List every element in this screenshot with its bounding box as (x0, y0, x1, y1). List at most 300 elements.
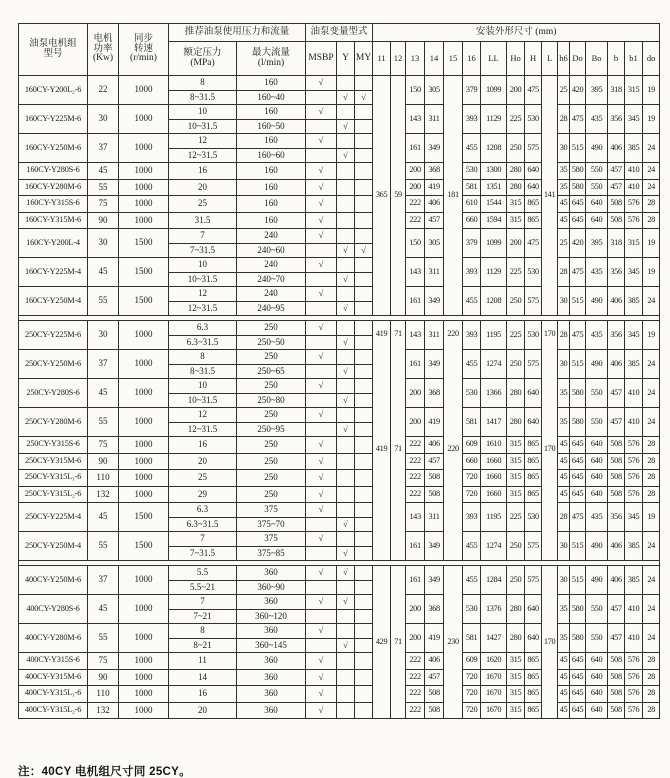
check-my-cell (355, 335, 373, 350)
check-msbp-cell (306, 609, 337, 624)
check-y-cell (337, 350, 355, 365)
dim-13-cell: 222 (406, 470, 425, 487)
dim-ll-cell: 1208 (481, 287, 507, 316)
dim-l-group-cell-value: 170 (543, 329, 556, 338)
check-msbp-cell (306, 580, 337, 595)
speed-cell: 1000 (119, 595, 169, 624)
dim-16-cell: 455 (463, 532, 481, 561)
dim-ho-cell: 315 (507, 702, 525, 719)
check-y-cell (337, 532, 355, 547)
check-y-cell (337, 287, 355, 302)
dim-ho-cell: 225 (507, 321, 525, 350)
speed-cell: 1000 (119, 653, 169, 670)
header-dim-do: do (643, 42, 660, 76)
dim-bo-cell: 490 (586, 134, 608, 163)
model-cell: 160CY-Y280S-6 (19, 163, 88, 180)
check-msbp-cell (306, 148, 337, 163)
header-dim-Do: Do (570, 42, 586, 76)
dim-ll-cell: 1099 (481, 76, 507, 105)
dim-bo-cell: 435 (586, 321, 608, 350)
dim-b-cell: 457 (608, 595, 625, 624)
check-my-cell (355, 669, 373, 686)
table-header (19, 24, 660, 76)
dim-do-cell: 24 (643, 566, 660, 595)
dim-11-group-cell-value: 419 (375, 444, 388, 454)
dim-14-cell: 311 (425, 321, 444, 350)
check-msbp-cell: √ (306, 566, 337, 581)
check-y-cell (337, 669, 355, 686)
dim-ho-cell: 250 (507, 566, 525, 595)
speed-cell: 1000 (119, 408, 169, 437)
pressure-cell: 7~31.5 (169, 243, 237, 258)
header-dim-b: b (608, 42, 625, 76)
dim-14-cell: 311 (425, 258, 444, 287)
check-y-cell: √ (337, 422, 355, 437)
dim-13-cell: 222 (406, 686, 425, 703)
dim-ll-cell: 1660 (481, 470, 507, 487)
table-row (19, 229, 660, 244)
check-y-cell (337, 437, 355, 454)
check-y-cell (337, 702, 355, 719)
check-y-cell (337, 105, 355, 120)
check-msbp-cell (306, 393, 337, 408)
pressure-cell: 6.3 (169, 321, 237, 336)
speed-cell: 1000 (119, 686, 169, 703)
check-msbp-cell (306, 301, 337, 316)
speed-cell: 1000 (119, 470, 169, 487)
dim-ho-cell: 315 (507, 669, 525, 686)
check-y-cell: √ (337, 119, 355, 134)
dim-h-cell: 575 (525, 350, 542, 379)
dim-ll-cell: 1376 (481, 595, 507, 624)
dim-h6-cell: 30 (558, 350, 570, 379)
flow-cell: 360 (237, 669, 306, 686)
pressure-cell: 5.5~21 (169, 580, 237, 595)
speed-cell: 1000 (119, 196, 169, 213)
model-cell: 250CY-Y225M-4 (19, 503, 88, 532)
speed-cell: 1000 (119, 566, 169, 595)
dim-ho-cell: 280 (507, 163, 525, 180)
header-max-flow: 最大流量 (l/min) (237, 42, 306, 76)
check-y-cell: √ (337, 90, 355, 105)
model-cell: 400CY-Y315M-6 (19, 669, 88, 686)
check-msbp-cell: √ (306, 532, 337, 547)
dim-12-group-cell-value: 71 (394, 444, 402, 454)
check-msbp-cell: √ (306, 470, 337, 487)
dim-ll-cell: 1427 (481, 624, 507, 653)
power-cell: 90 (88, 212, 119, 229)
table-row (19, 105, 660, 120)
dim-b1-cell: 576 (625, 212, 643, 229)
model-cell: 250CY-Y250M-4 (19, 532, 88, 561)
check-my-cell (355, 653, 373, 670)
check-my-cell (355, 609, 373, 624)
dim-14-cell: 349 (425, 566, 444, 595)
dim-h-cell: 865 (525, 437, 542, 454)
dim-b-cell: 406 (608, 532, 625, 561)
flow-cell: 250 (237, 321, 306, 336)
check-y-cell: √ (337, 301, 355, 316)
dim-bo-cell: 550 (586, 408, 608, 437)
dim-h6-cell: 45 (558, 212, 570, 229)
dim-do-cell: 28 (643, 453, 660, 470)
flow-cell: 160 (237, 179, 306, 196)
dim-b1-cell: 576 (625, 196, 643, 213)
check-y-cell (337, 580, 355, 595)
check-my-cell (355, 408, 373, 423)
dim-ll-cell: 1300 (481, 163, 507, 180)
dim-15-group-cell (444, 321, 463, 561)
dim-bo-cell: 395 (586, 229, 608, 258)
dim-ho-cell: 315 (507, 653, 525, 670)
dim-16-cell: 379 (463, 229, 481, 258)
check-msbp-cell: √ (306, 76, 337, 91)
dim-h-cell: 640 (525, 379, 542, 408)
dim-h6-cell: 35 (558, 379, 570, 408)
dim-b1-cell: 385 (625, 287, 643, 316)
flow-cell: 360 (237, 653, 306, 670)
dim-ll-cell: 1660 (481, 486, 507, 503)
speed-cell: 1000 (119, 134, 169, 163)
pressure-cell: 11 (169, 653, 237, 670)
dim-do-cell: 28 (643, 702, 660, 719)
dim-ho-cell: 200 (507, 229, 525, 258)
check-my-cell (355, 422, 373, 437)
pressure-cell: 6.3~31.5 (169, 517, 237, 532)
flow-cell: 375~85 (237, 546, 306, 561)
pressure-cell: 16 (169, 686, 237, 703)
check-my-cell (355, 453, 373, 470)
model-cell: 160CY-Y200L₂-6 (19, 76, 88, 105)
header-variant-msbp: MSBP (306, 42, 337, 76)
dim-do-flange-cell: 515 (570, 350, 586, 379)
check-y-cell (337, 179, 355, 196)
dim-do-flange-cell: 580 (570, 595, 586, 624)
model-cell: 250CY-Y280M-6 (19, 408, 88, 437)
dim-h-cell: 865 (525, 702, 542, 719)
dim-13-cell: 150 (406, 76, 425, 105)
dim-16-cell: 720 (463, 470, 481, 487)
flow-cell: 250 (237, 379, 306, 394)
dim-13-cell: 161 (406, 287, 425, 316)
dim-b1-cell: 385 (625, 566, 643, 595)
dim-13-cell: 222 (406, 669, 425, 686)
flow-cell: 360 (237, 686, 306, 703)
dim-b-cell: 356 (608, 258, 625, 287)
dim-l-group-cell (542, 321, 558, 561)
check-my-cell (355, 148, 373, 163)
dim-b-cell: 318 (608, 76, 625, 105)
dim-do-flange-cell: 645 (570, 653, 586, 670)
dim-do-cell: 24 (643, 408, 660, 437)
dim-do-cell: 28 (643, 486, 660, 503)
dim-b-cell: 508 (608, 669, 625, 686)
power-cell: 110 (88, 686, 119, 703)
dim-16-cell: 393 (463, 321, 481, 350)
dim-b-cell: 508 (608, 486, 625, 503)
model-cell: 160CY-Y225M-4 (19, 258, 88, 287)
dim-13-cell: 200 (406, 379, 425, 408)
dim-h6-cell: 30 (558, 134, 570, 163)
dim-b-cell: 457 (608, 624, 625, 653)
flow-cell: 360~120 (237, 609, 306, 624)
dim-13-cell: 222 (406, 486, 425, 503)
check-y-cell (337, 321, 355, 336)
dim-ll-cell: 1099 (481, 229, 507, 258)
dim-do-cell: 19 (643, 321, 660, 350)
dim-h6-cell: 35 (558, 408, 570, 437)
header-dim-13: 13 (406, 42, 425, 76)
pressure-cell: 25 (169, 196, 237, 213)
pressure-cell: 8 (169, 624, 237, 639)
dim-h6-cell: 45 (558, 486, 570, 503)
dim-16-cell: 581 (463, 624, 481, 653)
check-y-cell (337, 503, 355, 518)
check-y-cell (337, 163, 355, 180)
check-my-cell (355, 595, 373, 610)
check-msbp-cell: √ (306, 686, 337, 703)
dim-ll-cell: 1129 (481, 105, 507, 134)
dim-b-cell: 356 (608, 321, 625, 350)
check-y-cell (337, 624, 355, 639)
dim-ll-cell: 1610 (481, 437, 507, 454)
dim-11-group-cell-value: 419 (375, 329, 388, 338)
table-body (19, 76, 660, 719)
pressure-cell: 31.5 (169, 212, 237, 229)
flow-cell: 240 (237, 229, 306, 244)
speed-cell: 1500 (119, 287, 169, 316)
dim-13-cell: 161 (406, 350, 425, 379)
speed-cell: 1500 (119, 532, 169, 561)
dim-15-group-cell: 230 (444, 566, 463, 719)
dim-do-cell: 28 (643, 669, 660, 686)
dim-b1-cell: 576 (625, 669, 643, 686)
dim-h6-cell: 28 (558, 258, 570, 287)
dim-ll-cell: 1544 (481, 196, 507, 213)
dim-b-cell: 406 (608, 566, 625, 595)
dim-do-cell: 28 (643, 437, 660, 454)
check-y-cell (337, 229, 355, 244)
dim-h-cell: 865 (525, 669, 542, 686)
dim-h-cell: 865 (525, 686, 542, 703)
pressure-cell: 10 (169, 105, 237, 120)
check-my-cell (355, 364, 373, 379)
power-cell: 132 (88, 486, 119, 503)
dim-do-flange-cell: 645 (570, 196, 586, 213)
dim-b1-cell: 345 (625, 258, 643, 287)
check-msbp-cell: √ (306, 229, 337, 244)
dim-h6-cell: 35 (558, 595, 570, 624)
dim-b-cell: 457 (608, 163, 625, 180)
check-my-cell (355, 503, 373, 518)
check-my-cell (355, 532, 373, 547)
dim-14-cell: 508 (425, 686, 444, 703)
check-my-cell (355, 229, 373, 244)
dim-16-cell: 660 (463, 212, 481, 229)
flow-cell: 250~80 (237, 393, 306, 408)
dim-14-cell: 305 (425, 229, 444, 258)
dim-ho-cell: 315 (507, 470, 525, 487)
dim-ll-cell: 1274 (481, 350, 507, 379)
header-dim-Bo: Bo (586, 42, 608, 76)
check-y-cell: √ (337, 393, 355, 408)
dim-ll-cell: 1129 (481, 258, 507, 287)
table-row (19, 486, 660, 503)
flow-cell: 160 (237, 196, 306, 213)
dim-14-cell: 419 (425, 624, 444, 653)
speed-cell: 1000 (119, 163, 169, 180)
power-cell: 45 (88, 163, 119, 180)
flow-cell: 250 (237, 486, 306, 503)
flow-cell: 375~70 (237, 517, 306, 532)
flow-cell: 160~40 (237, 90, 306, 105)
dim-16-cell: 609 (463, 653, 481, 670)
flow-cell: 250 (237, 453, 306, 470)
dim-14-cell: 349 (425, 134, 444, 163)
dim-h-cell: 640 (525, 595, 542, 624)
dim-16-cell: 610 (463, 196, 481, 213)
dim-do-flange-cell: 580 (570, 624, 586, 653)
check-msbp-cell (306, 422, 337, 437)
pressure-cell: 7~21 (169, 609, 237, 624)
dim-do-flange-cell: 580 (570, 179, 586, 196)
dim-ho-cell: 280 (507, 595, 525, 624)
pressure-cell: 7 (169, 595, 237, 610)
pressure-cell: 10 (169, 258, 237, 273)
dim-do-cell: 24 (643, 379, 660, 408)
check-msbp-cell (306, 638, 337, 653)
power-cell: 110 (88, 470, 119, 487)
power-cell: 30 (88, 229, 119, 258)
dim-ho-cell: 250 (507, 350, 525, 379)
dim-b1-cell: 576 (625, 486, 643, 503)
dim-do-flange-cell: 515 (570, 566, 586, 595)
dim-do-cell: 19 (643, 105, 660, 134)
dim-16-cell: 393 (463, 503, 481, 532)
dim-12-group-cell (391, 321, 406, 561)
check-y-cell (337, 212, 355, 229)
dim-h-cell: 530 (525, 321, 542, 350)
dim-ll-cell: 1670 (481, 702, 507, 719)
check-y-cell: √ (337, 243, 355, 258)
model-cell: 400CY-Y315L₂-6 (19, 702, 88, 719)
check-msbp-cell: √ (306, 437, 337, 454)
dim-12-group-cell-value: 71 (394, 329, 402, 338)
check-y-cell: √ (337, 595, 355, 610)
check-my-cell (355, 566, 373, 581)
pressure-cell: 20 (169, 179, 237, 196)
flow-cell: 360~90 (237, 580, 306, 595)
dim-b-cell: 508 (608, 470, 625, 487)
dim-ho-cell: 280 (507, 408, 525, 437)
dim-14-cell: 508 (425, 486, 444, 503)
flow-cell: 250~50 (237, 335, 306, 350)
speed-cell: 1000 (119, 453, 169, 470)
dim-ho-cell: 315 (507, 437, 525, 454)
dim-14-cell: 368 (425, 595, 444, 624)
check-my-cell (355, 301, 373, 316)
table-row (19, 379, 660, 394)
dim-b-cell: 356 (608, 503, 625, 532)
table-row (19, 179, 660, 196)
dim-b1-cell: 315 (625, 229, 643, 258)
dim-ll-cell: 1670 (481, 669, 507, 686)
pressure-cell: 5.5 (169, 566, 237, 581)
dim-14-cell: 457 (425, 212, 444, 229)
check-my-cell (355, 624, 373, 639)
flow-cell: 360~145 (237, 638, 306, 653)
dim-16-cell: 455 (463, 566, 481, 595)
table-row (19, 669, 660, 686)
table-row (19, 321, 660, 336)
check-my-cell (355, 517, 373, 532)
dim-h6-cell: 25 (558, 229, 570, 258)
dim-do-flange-cell: 475 (570, 503, 586, 532)
check-my-cell (355, 179, 373, 196)
dim-h-cell: 530 (525, 258, 542, 287)
power-cell: 90 (88, 669, 119, 686)
check-my-cell (355, 258, 373, 273)
check-y-cell (337, 408, 355, 423)
pressure-cell: 10~31.5 (169, 119, 237, 134)
dim-13-cell: 143 (406, 258, 425, 287)
flow-cell: 250 (237, 437, 306, 454)
check-y-cell (337, 76, 355, 91)
speed-cell: 1000 (119, 669, 169, 686)
check-my-cell (355, 580, 373, 595)
dim-13-cell: 200 (406, 624, 425, 653)
dim-ho-cell: 280 (507, 379, 525, 408)
dim-ho-cell: 225 (507, 258, 525, 287)
dim-16-cell: 720 (463, 686, 481, 703)
flow-cell: 240~95 (237, 301, 306, 316)
dim-do-flange-cell: 475 (570, 321, 586, 350)
dim-14-cell: 457 (425, 453, 444, 470)
dim-b1-cell: 345 (625, 503, 643, 532)
dim-b-cell: 406 (608, 134, 625, 163)
table-row (19, 653, 660, 670)
check-msbp-cell (306, 517, 337, 532)
header-dim-14: 14 (425, 42, 444, 76)
dim-h6-cell: 28 (558, 105, 570, 134)
speed-cell: 1000 (119, 76, 169, 105)
dim-14-cell: 349 (425, 350, 444, 379)
check-msbp-cell: √ (306, 321, 337, 336)
power-cell: 45 (88, 503, 119, 532)
model-cell: 250CY-Y280S-6 (19, 379, 88, 408)
dim-ll-cell: 1208 (481, 134, 507, 163)
power-cell: 132 (88, 702, 119, 719)
dim-13-cell: 200 (406, 179, 425, 196)
dim-b-cell: 457 (608, 408, 625, 437)
pressure-cell: 8 (169, 350, 237, 365)
dim-do-flange-cell: 645 (570, 453, 586, 470)
dim-b-cell: 508 (608, 702, 625, 719)
dim-h-cell: 865 (525, 453, 542, 470)
pressure-cell: 8~21 (169, 638, 237, 653)
check-msbp-cell: √ (306, 669, 337, 686)
dim-ho-cell: 200 (507, 76, 525, 105)
flow-cell: 360 (237, 702, 306, 719)
dim-14-cell: 508 (425, 702, 444, 719)
check-y-cell (337, 134, 355, 149)
table-row (19, 258, 660, 273)
power-cell: 55 (88, 532, 119, 561)
pump-motor-spec-table (18, 23, 660, 719)
check-y-cell (337, 470, 355, 487)
check-msbp-cell: √ (306, 134, 337, 149)
dim-13-cell: 222 (406, 437, 425, 454)
